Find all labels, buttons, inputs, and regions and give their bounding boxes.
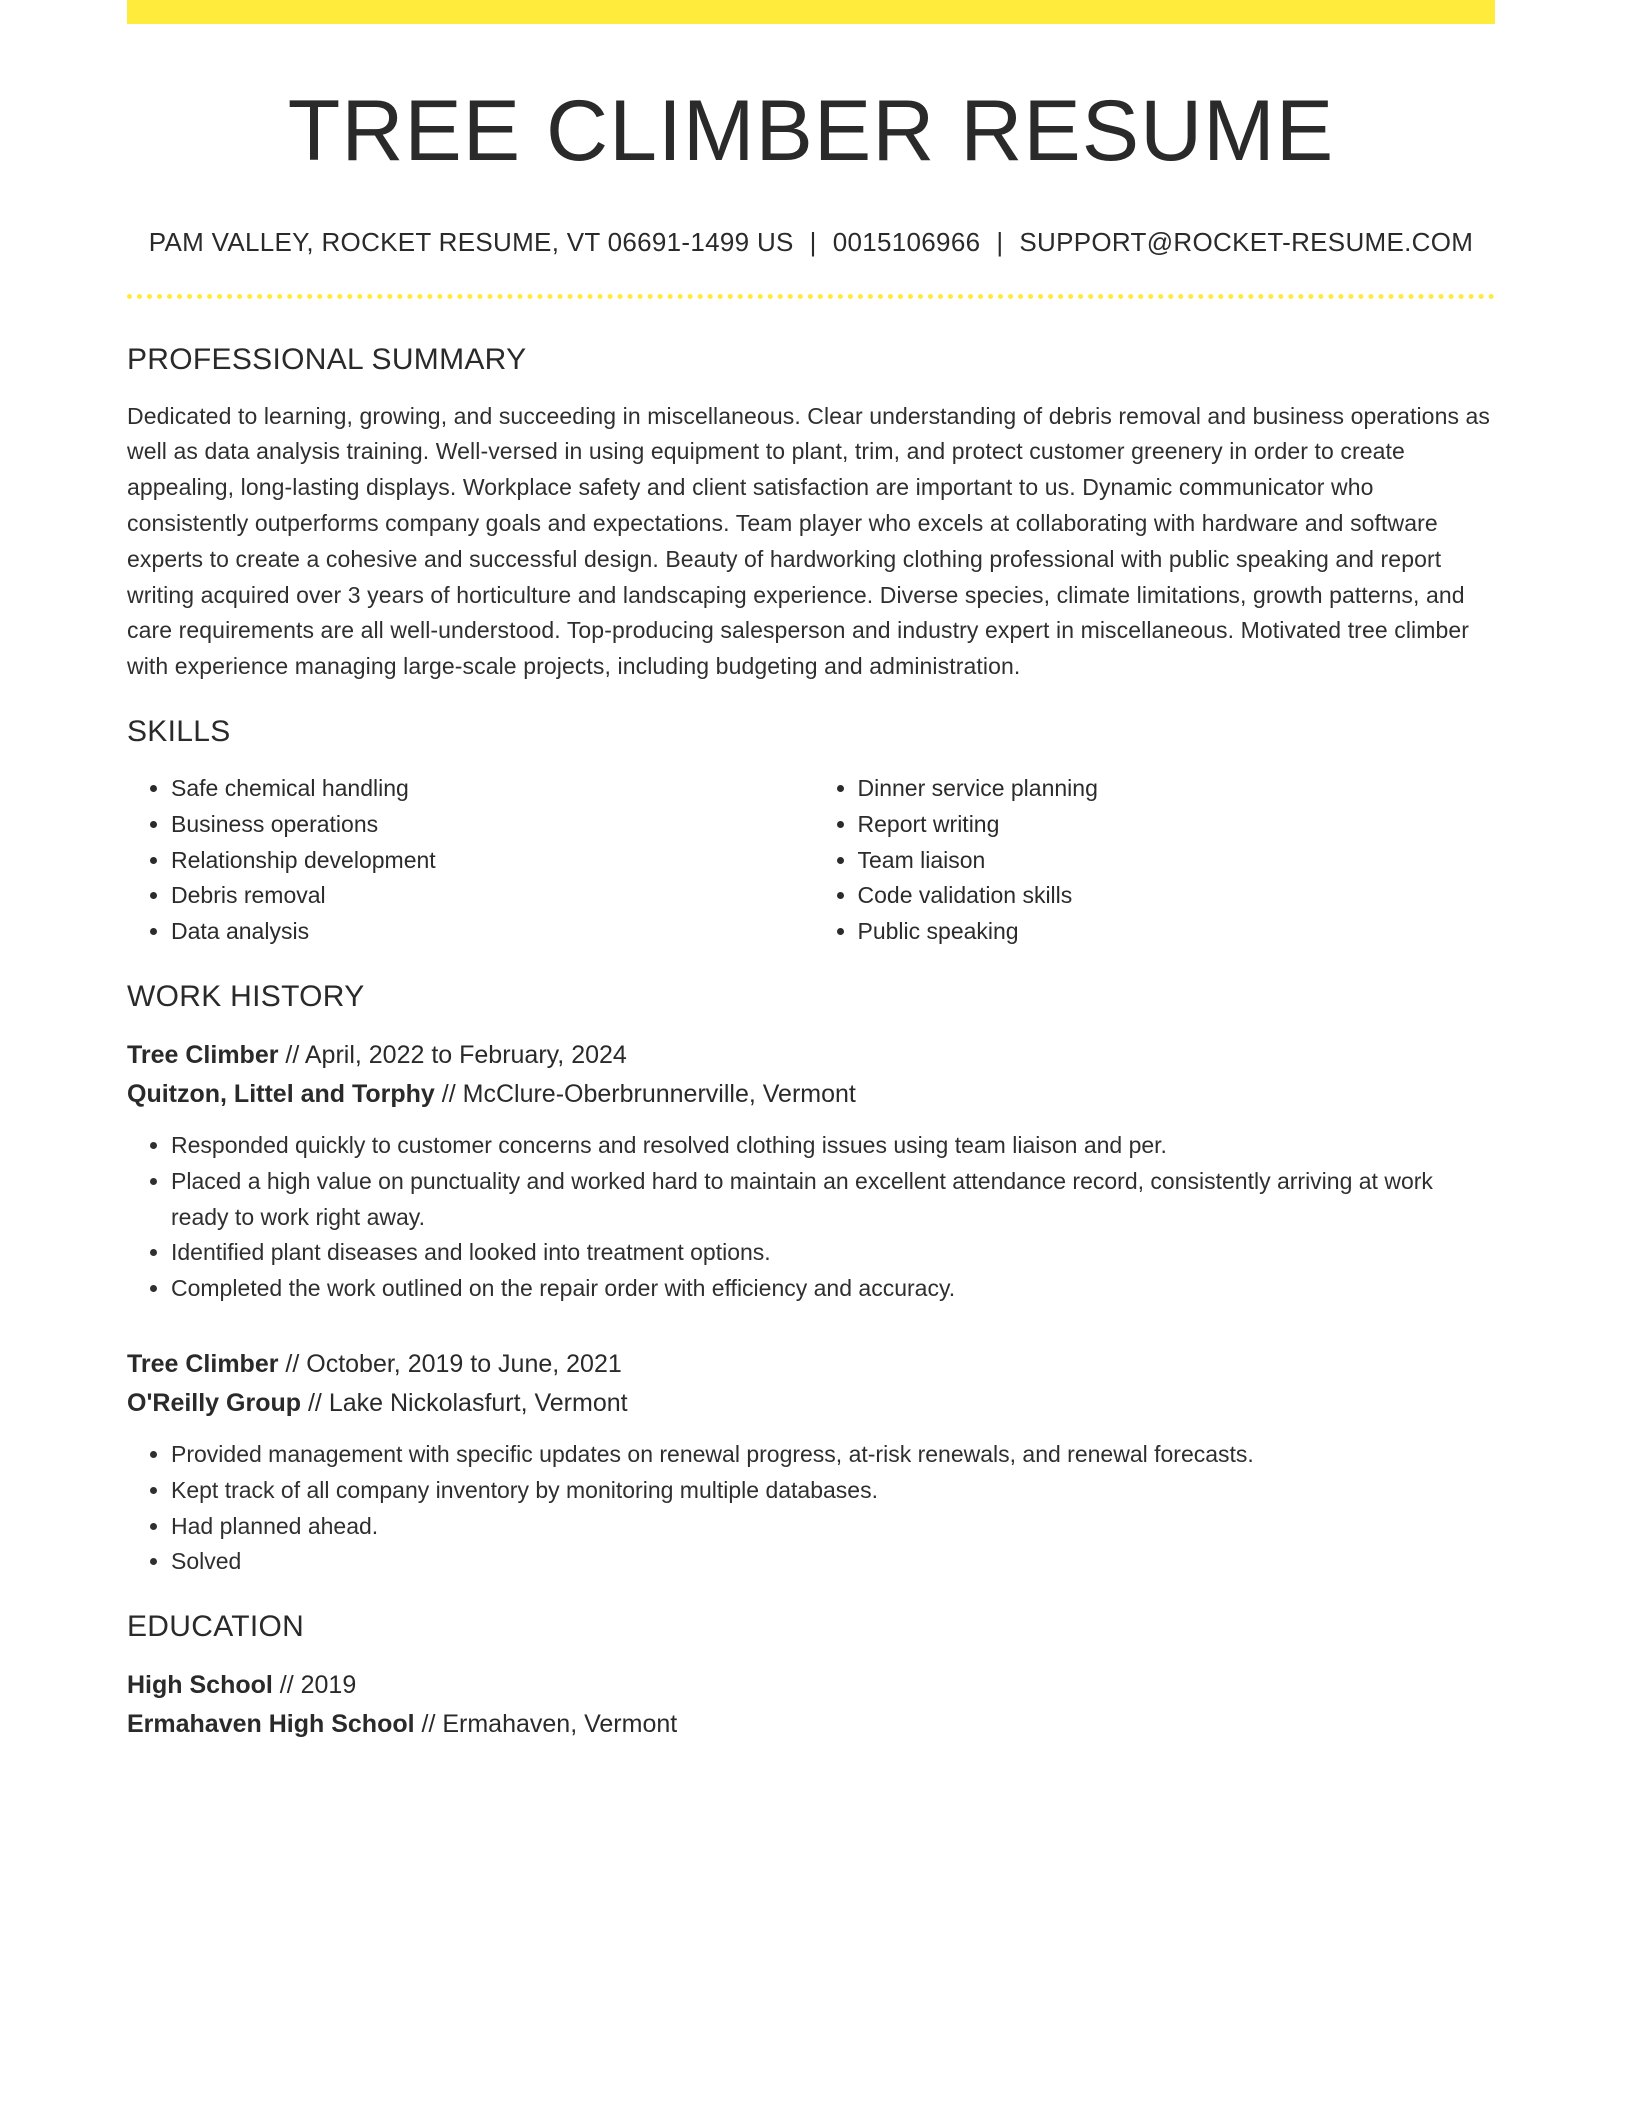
contact-separator: | <box>809 226 817 257</box>
skill-item: • Dinner service planning <box>858 771 1496 807</box>
job-role: Tree Climber <box>127 1349 279 1378</box>
resume-page <box>127 0 1495 1744</box>
education-separator: // <box>272 1671 301 1700</box>
job-bullets <box>127 1128 1495 1307</box>
job-bullets <box>127 1437 1495 1580</box>
dotted-divider <box>127 294 1495 299</box>
job-bullet: • Provided management with specific updates on renewal progress, at-risk renewals, and renewal forecasts. <box>171 1437 1495 1473</box>
skill-item: • Code validation skills <box>858 878 1496 914</box>
contact-line <box>127 227 1495 258</box>
contact-separator: | <box>996 226 1004 257</box>
skill-item: • Debris removal <box>171 878 809 914</box>
education-degree-line <box>127 1666 1495 1705</box>
skill-item: • Business operations <box>171 807 809 843</box>
skill-item: • Report writing <box>858 807 1496 843</box>
work-history-heading: WORK HISTORY <box>127 979 365 1013</box>
accent-top-bar <box>127 0 1495 24</box>
resume-title: TREE CLIMBER RESUME <box>287 83 1335 179</box>
job-company-line <box>127 1384 1495 1423</box>
skill-item: • Safe chemical handling <box>171 771 809 807</box>
education-entry <box>127 1666 1495 1744</box>
skill-item: • Public speaking <box>858 914 1496 950</box>
summary-text: Dedicated to learning, growing, and succeeding in miscellaneous. Clear understanding of debris removal and business operations as well as data analysis training. Well-versed in using equipment to plant, trim, and protect customer greenery in order to create appealing, long-lasting displays. Workplace safety and client satisfaction are important to us. Dynamic communicator who consistently outperforms company goals and expectations. Team player who excels at collaborating with hardware and software experts to create a cohesive and successful design. Beauty of hardworking clothing professional with public speaking and report writing acquired over 3 years of horticulture and landscaping experience. Diverse species, climate limitations, growth patterns, and care requirements are all well-understood. Top-producing salesperson and industry expert in miscellaneous. Motivated tree climber with experience managing large-scale projects, including budgeting and administration. <box>127 402 1491 680</box>
job-bullet: • Placed a high value on punctuality and worked hard to maintain an excellent attendance record, consistently arriving at work ready to work right away. <box>171 1164 1495 1236</box>
education-school: Ermahaven High School <box>127 1710 415 1739</box>
skill-item: • Relationship development <box>171 843 809 879</box>
job-company: Quitzon, Littel and Torphy <box>127 1079 435 1108</box>
skills-heading: SKILLS <box>127 714 231 748</box>
education-heading: EDUCATION <box>127 1610 305 1644</box>
skill-item: • Data analysis <box>171 914 809 950</box>
job-bullet: • Completed the work outlined on the repair order with efficiency and accuracy. <box>171 1271 1495 1307</box>
summary-heading: PROFESSIONAL SUMMARY <box>127 342 527 376</box>
job-location: McClure-Oberbrunnerville, Vermont <box>462 1079 856 1108</box>
job-company-line <box>127 1075 1495 1114</box>
education-separator: // <box>414 1710 443 1739</box>
job-dates: April, 2022 to February, 2024 <box>304 1040 627 1069</box>
job-entry <box>127 1036 1495 1307</box>
job-bullet: • Kept track of all company inventory by monitoring multiple databases. <box>171 1473 1495 1509</box>
job-separator: // <box>278 1040 305 1069</box>
job-role-line <box>127 1036 1495 1075</box>
contact-email[interactable]: SUPPORT@ROCKET-RESUME.COM <box>1019 226 1474 257</box>
job-bullet: • Responded quickly to customer concerns and resolved clothing issues using team liaison and per. <box>171 1128 1495 1164</box>
job-role: Tree Climber <box>127 1040 279 1069</box>
skills-list <box>127 771 1495 950</box>
job-separator: // <box>434 1079 463 1108</box>
skill-item: • Team liaison <box>858 843 1496 879</box>
education-school-line <box>127 1705 1495 1744</box>
job-dates: October, 2019 to June, 2021 <box>306 1349 622 1378</box>
job-bullet: • Identified plant diseases and looked into treatment options. <box>171 1235 1495 1271</box>
skills-column-right <box>809 771 1496 950</box>
job-role-line <box>127 1345 1495 1384</box>
skills-column-left <box>127 771 809 950</box>
job-separator: // <box>278 1349 307 1378</box>
job-bullet: • Had planned ahead. <box>171 1509 1495 1545</box>
job-entry <box>127 1345 1495 1580</box>
job-company: O'Reilly Group <box>127 1388 302 1417</box>
contact-address: PAM VALLEY, ROCKET RESUME, VT 06691-1499 US <box>148 226 794 257</box>
job-separator: // <box>301 1388 329 1417</box>
contact-phone: 0015106966 <box>832 226 981 257</box>
education-degree: High School <box>127 1671 273 1700</box>
job-bullet: • Solved <box>171 1544 1495 1580</box>
education-location: Ermahaven, Vermont <box>442 1710 678 1739</box>
education-year: 2019 <box>300 1671 357 1700</box>
job-location: Lake Nickolasfurt, Vermont <box>328 1388 628 1417</box>
